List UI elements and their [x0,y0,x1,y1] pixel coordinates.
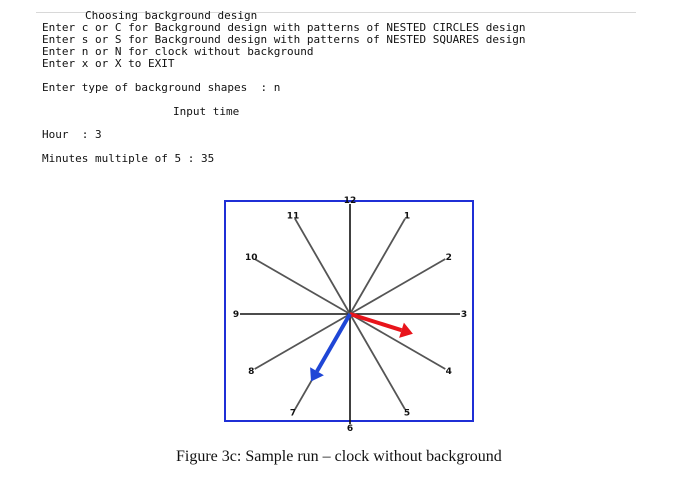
clock-number-8: 8 [248,367,255,377]
clock-number-11: 11 [286,211,300,222]
figure-caption: Figure 3c: Sample run – clock without background [176,448,502,465]
clock-number-2: 2 [445,253,452,263]
console-line-heading: Choosing background design [85,9,258,22]
clock-line-11 [295,219,350,314]
clock-number-7: 7 [289,408,297,419]
clock-number-6: 6 [346,424,354,434]
clock-face [226,196,472,434]
console-line-shape-choice: Enter type of background shapes : n [42,81,281,94]
clock-number-12: 12 [343,196,357,206]
console-line-option-exit: Enter x or X to EXIT [42,57,175,70]
console-line-option-none: Enter n or N for clock without background [42,45,314,58]
clock-line-1 [350,219,405,314]
clock-frame [224,196,474,434]
clock-number-5: 5 [403,408,411,419]
console-line-hour: Hour : 3 [42,128,102,141]
clock-number-10: 10 [245,253,258,263]
console-line-minutes: Minutes multiple of 5 : 35 [42,152,215,165]
console-line-input-time: Input time [173,105,240,118]
clock-number-4: 4 [445,367,452,377]
clock-line-4 [350,314,445,369]
console-line-option-squares: Enter s or S for Background design with patterns of NESTED SQUARES design [42,33,526,46]
clock-number-1: 1 [403,211,411,222]
clock-number-9: 9 [232,310,240,320]
console-line-option-circles: Enter c or C for Background design with patterns of NESTED CIRCLES design [42,21,526,34]
clock-line-2 [350,259,445,314]
clock-number-3: 3 [460,310,468,320]
clock-line-10 [255,259,350,314]
